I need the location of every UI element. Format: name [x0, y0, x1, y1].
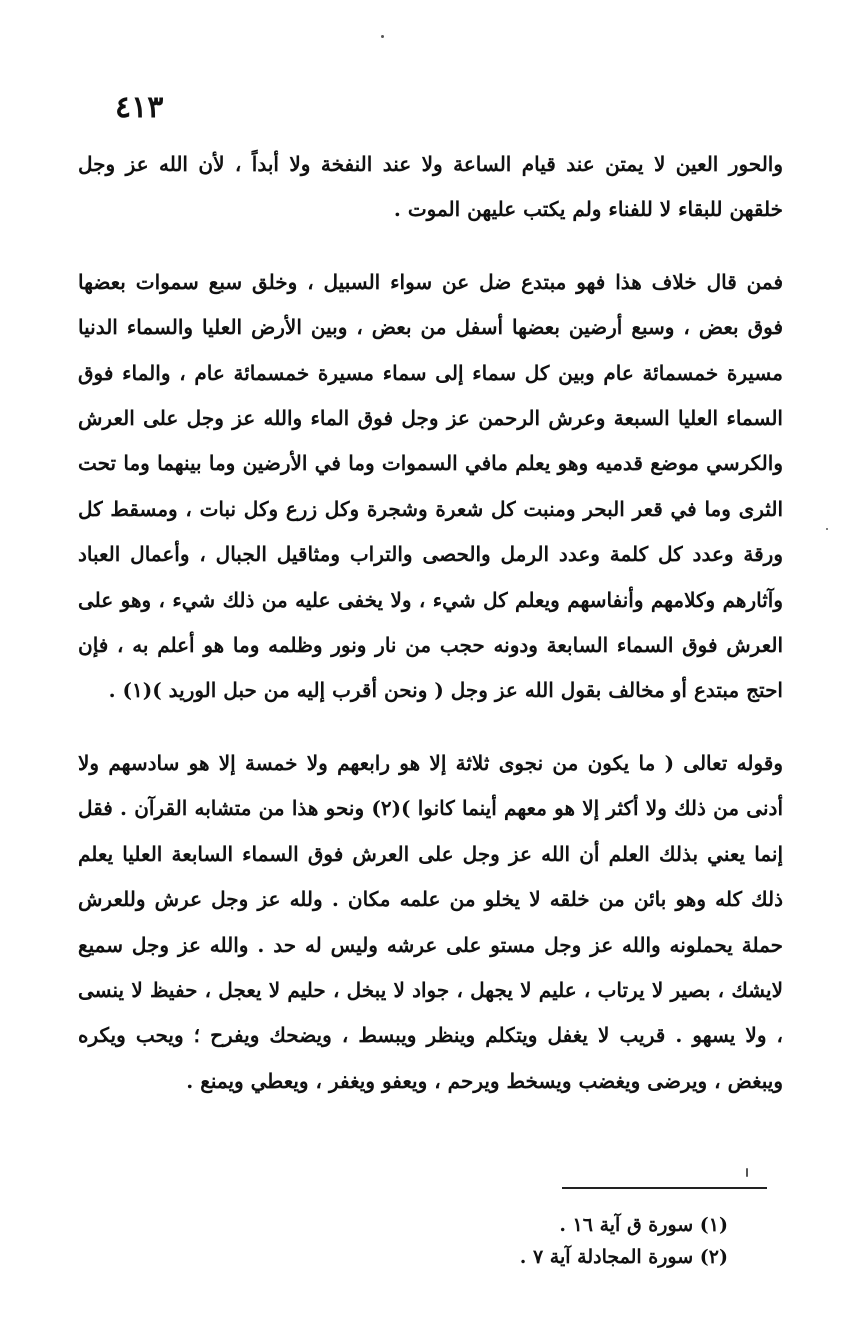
page-number: ٤١٣ — [115, 90, 164, 125]
paragraph-2: فمن قال خلاف هذا فهو مبتدع ضل عن سواء السبيل ، وخلق سبع سموات بعضها فوق بعض ، وسبع أرضين بعضها أسفل من بعض ، وبين الأرض العليا والسماء الدنيا مسيرة خمسمائة عام وبين كل سماء إلى سماء مسيرة خمسمائة عام ، والماء فوق السماء العليا السبعة وعرش الرحمن عز وجل فوق الماء والله عز وجل على العرش والكرسي موضع قدميه وهو يعلم مافي السموات وما في الأرضين وما بينهما وما تحت الثرى وما في قعر البحر ومنبت كل شعرة وشجرة وكل زرع وكل نبات ، ومسقط كل ورقة وعدد كل كلمة وعدد الرمل والحصى والتراب ومثاقيل الجبال ، وأعمال العباد وآثارهم وكلامهم وأنفاسهم ويعلم كل شيء ، ولا يخفى عليه من ذلك شيء ، وهو على العرش فوق السماء السابعة ودونه حجب من نار ونور وظلمه وما هو أعلم به ، فإن احتج مبتدع أو مخالف بقول الله عز وجل ( ونحن أقرب إليه من حبل الوريد )(١) . — [78, 269, 783, 703]
paragraph-3: وقوله تعالى ( ما يكون من نجوى ثلاثة إلا هو رابعهم ولا خمسة إلا هو سادسهم ولا أدنى من ذلك ولا أكثر إلا هو معهم أينما كانوا )(٢) ونحو هذا من متشابه القرآن . فقل إنما يعني بذلك العلم أن الله عز وجل على العرش فوق السماء السابعة العليا يعلم ذلك كله وهو بائن من خلقه لا يخلو من علمه مكان . ولله عز وجل عرش وللعرش حملة يحملونه والله عز وجل مستو على عرشه وليس له حد . والله عز وجل سميع لايشك ، بصير لا يرتاب ، عليم لا يجهل ، جواد لا يبخل ، حليم لا يعجل ، حفيظ لا ينسى ، ولا يسهو . قريب لا يغفل ويتكلم وينظر ويبسط ، ويضحك ويفرح ؛ ويحب ويكره ويبغض ، ويرضى ويغضب ويسخط ويرحم ، ويعفو ويغفر ، ويعطي ويمنع . — [78, 750, 783, 1093]
scan-speck — [746, 1168, 748, 1177]
footnote-1: (١) سورة ق آية ١٦ . — [559, 1214, 728, 1236]
scan-speck — [381, 35, 384, 38]
footnotes — [468, 1209, 728, 1273]
footnote-2: (٢) سورة المجادلة آية ٧ . — [519, 1246, 728, 1268]
body-text — [78, 142, 783, 1104]
paragraph-1: والحور العين لا يمتن عند قيام الساعة ولا عند النفخة ولا أبداً ، لأن الله عز وجل خلقهن للبقاء لا للفناء ولم يكتب عليهن الموت . — [78, 152, 783, 222]
footnote-divider — [562, 1187, 767, 1189]
scan-speck — [826, 528, 828, 530]
